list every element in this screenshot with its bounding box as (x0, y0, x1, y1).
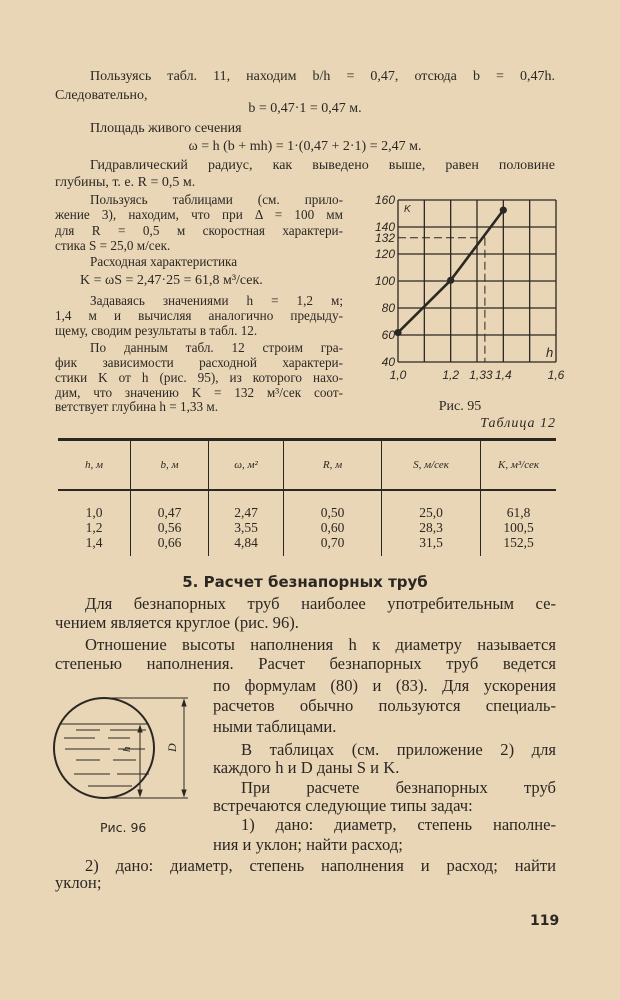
text-line: Площадь живого сечения (90, 121, 242, 136)
formula: ω = h (b + mh) = 1·(0,47 + 2·1) = 2,47 м. (188, 139, 422, 154)
table-cell: 2,47 3,55 4,84 (209, 490, 284, 556)
label-D: D (165, 743, 179, 752)
column-header: R, м (284, 440, 382, 491)
figure-caption: Рис. 96 (100, 820, 147, 835)
y-tick-label: 160 (374, 193, 395, 207)
text-line: ветствует глубина h = 1,33 м. (55, 399, 219, 414)
text-line: встречаются следующие типы задач: (213, 796, 473, 815)
text-line: глубины, т. е. R = 0,5 м. (55, 175, 196, 190)
column-header: h, м (58, 440, 131, 491)
y-tick-label: 140 (374, 220, 395, 234)
text-line: жение 3), находим, что при Δ = 100 мм (55, 207, 343, 222)
text-line: Отношение высоты наполнения h к диаметру называется (85, 635, 556, 654)
column-header: ω, м² (209, 440, 284, 491)
text-line: ния и уклон; найти расход; (213, 835, 403, 854)
x-tick-label: 1,2 (442, 368, 460, 382)
text-line: По данным табл. 12 строим гра- (90, 340, 343, 355)
y-tick-label: 40 (381, 355, 395, 369)
text-line: степенью наполнения. Расчет безнапорных труб ведется (55, 654, 556, 673)
text-line: для R = 0,5 м скоростная характери- (55, 223, 343, 238)
x-tick-label: 1,4 (494, 368, 512, 382)
text-line: Задаваясь значениями h = 1,2 м; (90, 293, 343, 308)
text-line: каждого h и D даны S и K. (213, 758, 400, 777)
text-line: Следовательно, (55, 88, 148, 103)
column-header: K, м³/сек (481, 440, 557, 491)
text-line: уклон; (55, 873, 102, 892)
text-line: Расходная характеристика (90, 254, 238, 269)
x-tick-label: 1,33 (469, 368, 493, 382)
y-tick-label: 132 (374, 230, 395, 245)
section-heading: 5. Расчет безнапорных труб (182, 573, 428, 591)
text-line: фик зависимости расходной характери- (55, 355, 343, 370)
x-tick-label: 1,0 (389, 368, 407, 382)
column-header: S, м/сек (382, 440, 481, 491)
text-line: стика S = 25,0 м/сек. (55, 238, 171, 253)
text-line: расчетов обычно пользуются специаль- (213, 696, 556, 715)
table-cell: 61,8 100,5 152,5 (481, 490, 557, 556)
text-line: 1,4 м и вычисляя аналогично предыду- (55, 308, 343, 323)
text-line: Пользуясь таблицами (см. прило- (90, 192, 343, 207)
column-header: b, м (131, 440, 209, 491)
label-h: h (121, 746, 133, 752)
text-line: ными таблицами. (213, 717, 337, 736)
page-number: 119 (530, 913, 560, 929)
y-axis-label: K (404, 204, 411, 215)
text-line: 1) дано: диаметр, степень наполне- (241, 815, 556, 834)
text-line: по формулам (80) и (83). Для ускорения (213, 676, 556, 695)
table-cell: 0,47 0,56 0,66 (131, 490, 209, 556)
text-line: 2) дано: диаметр, степень наполнения и расход; найти (85, 856, 556, 875)
text-line: В таблицах (см. приложение 2) для (241, 740, 556, 759)
formula: K = ωS = 2,47·25 = 61,8 м³/сек. (80, 273, 263, 288)
text-line: стики K от h (рис. 95), из которого нахо- (55, 370, 343, 385)
y-tick-label: 100 (374, 274, 395, 288)
text-line: Гидравлический радиус, как выведено выше, равен половине (90, 158, 555, 173)
text-line: щему, сводим результаты в табл. 12. (55, 323, 258, 338)
table-cell: 1,0 1,2 1,4 (85, 505, 103, 550)
figure-caption: Рис. 95 (438, 399, 482, 414)
text-line: Пользуясь табл. 11, находим b/h = 0,47, отсюда b = 0,47h. (90, 69, 555, 84)
x-tick-label: 1,6 (547, 368, 565, 382)
y-tick-label: 120 (374, 247, 395, 261)
text-line: Для безнапорных труб наиболее употребительным се- (85, 594, 556, 613)
x-axis-label: h (546, 345, 554, 360)
text-line: При расчете безнапорных труб (241, 778, 556, 797)
formula: b = 0,47·1 = 0,47 м. (248, 101, 362, 116)
y-tick-label: 60 (381, 328, 395, 342)
table-cell: 25,0 28,3 31,5 (382, 490, 481, 556)
table-cell: 0,50 0,60 0,70 (284, 490, 382, 556)
table-caption: Таблица 12 (480, 416, 556, 431)
text-line: чением является круглое (рис. 96). (55, 613, 299, 632)
pipe-circle (54, 698, 154, 798)
y-tick-label: 80 (381, 301, 395, 315)
text-line: дим, что значению K = 132 м³/сек соот- (55, 385, 343, 400)
